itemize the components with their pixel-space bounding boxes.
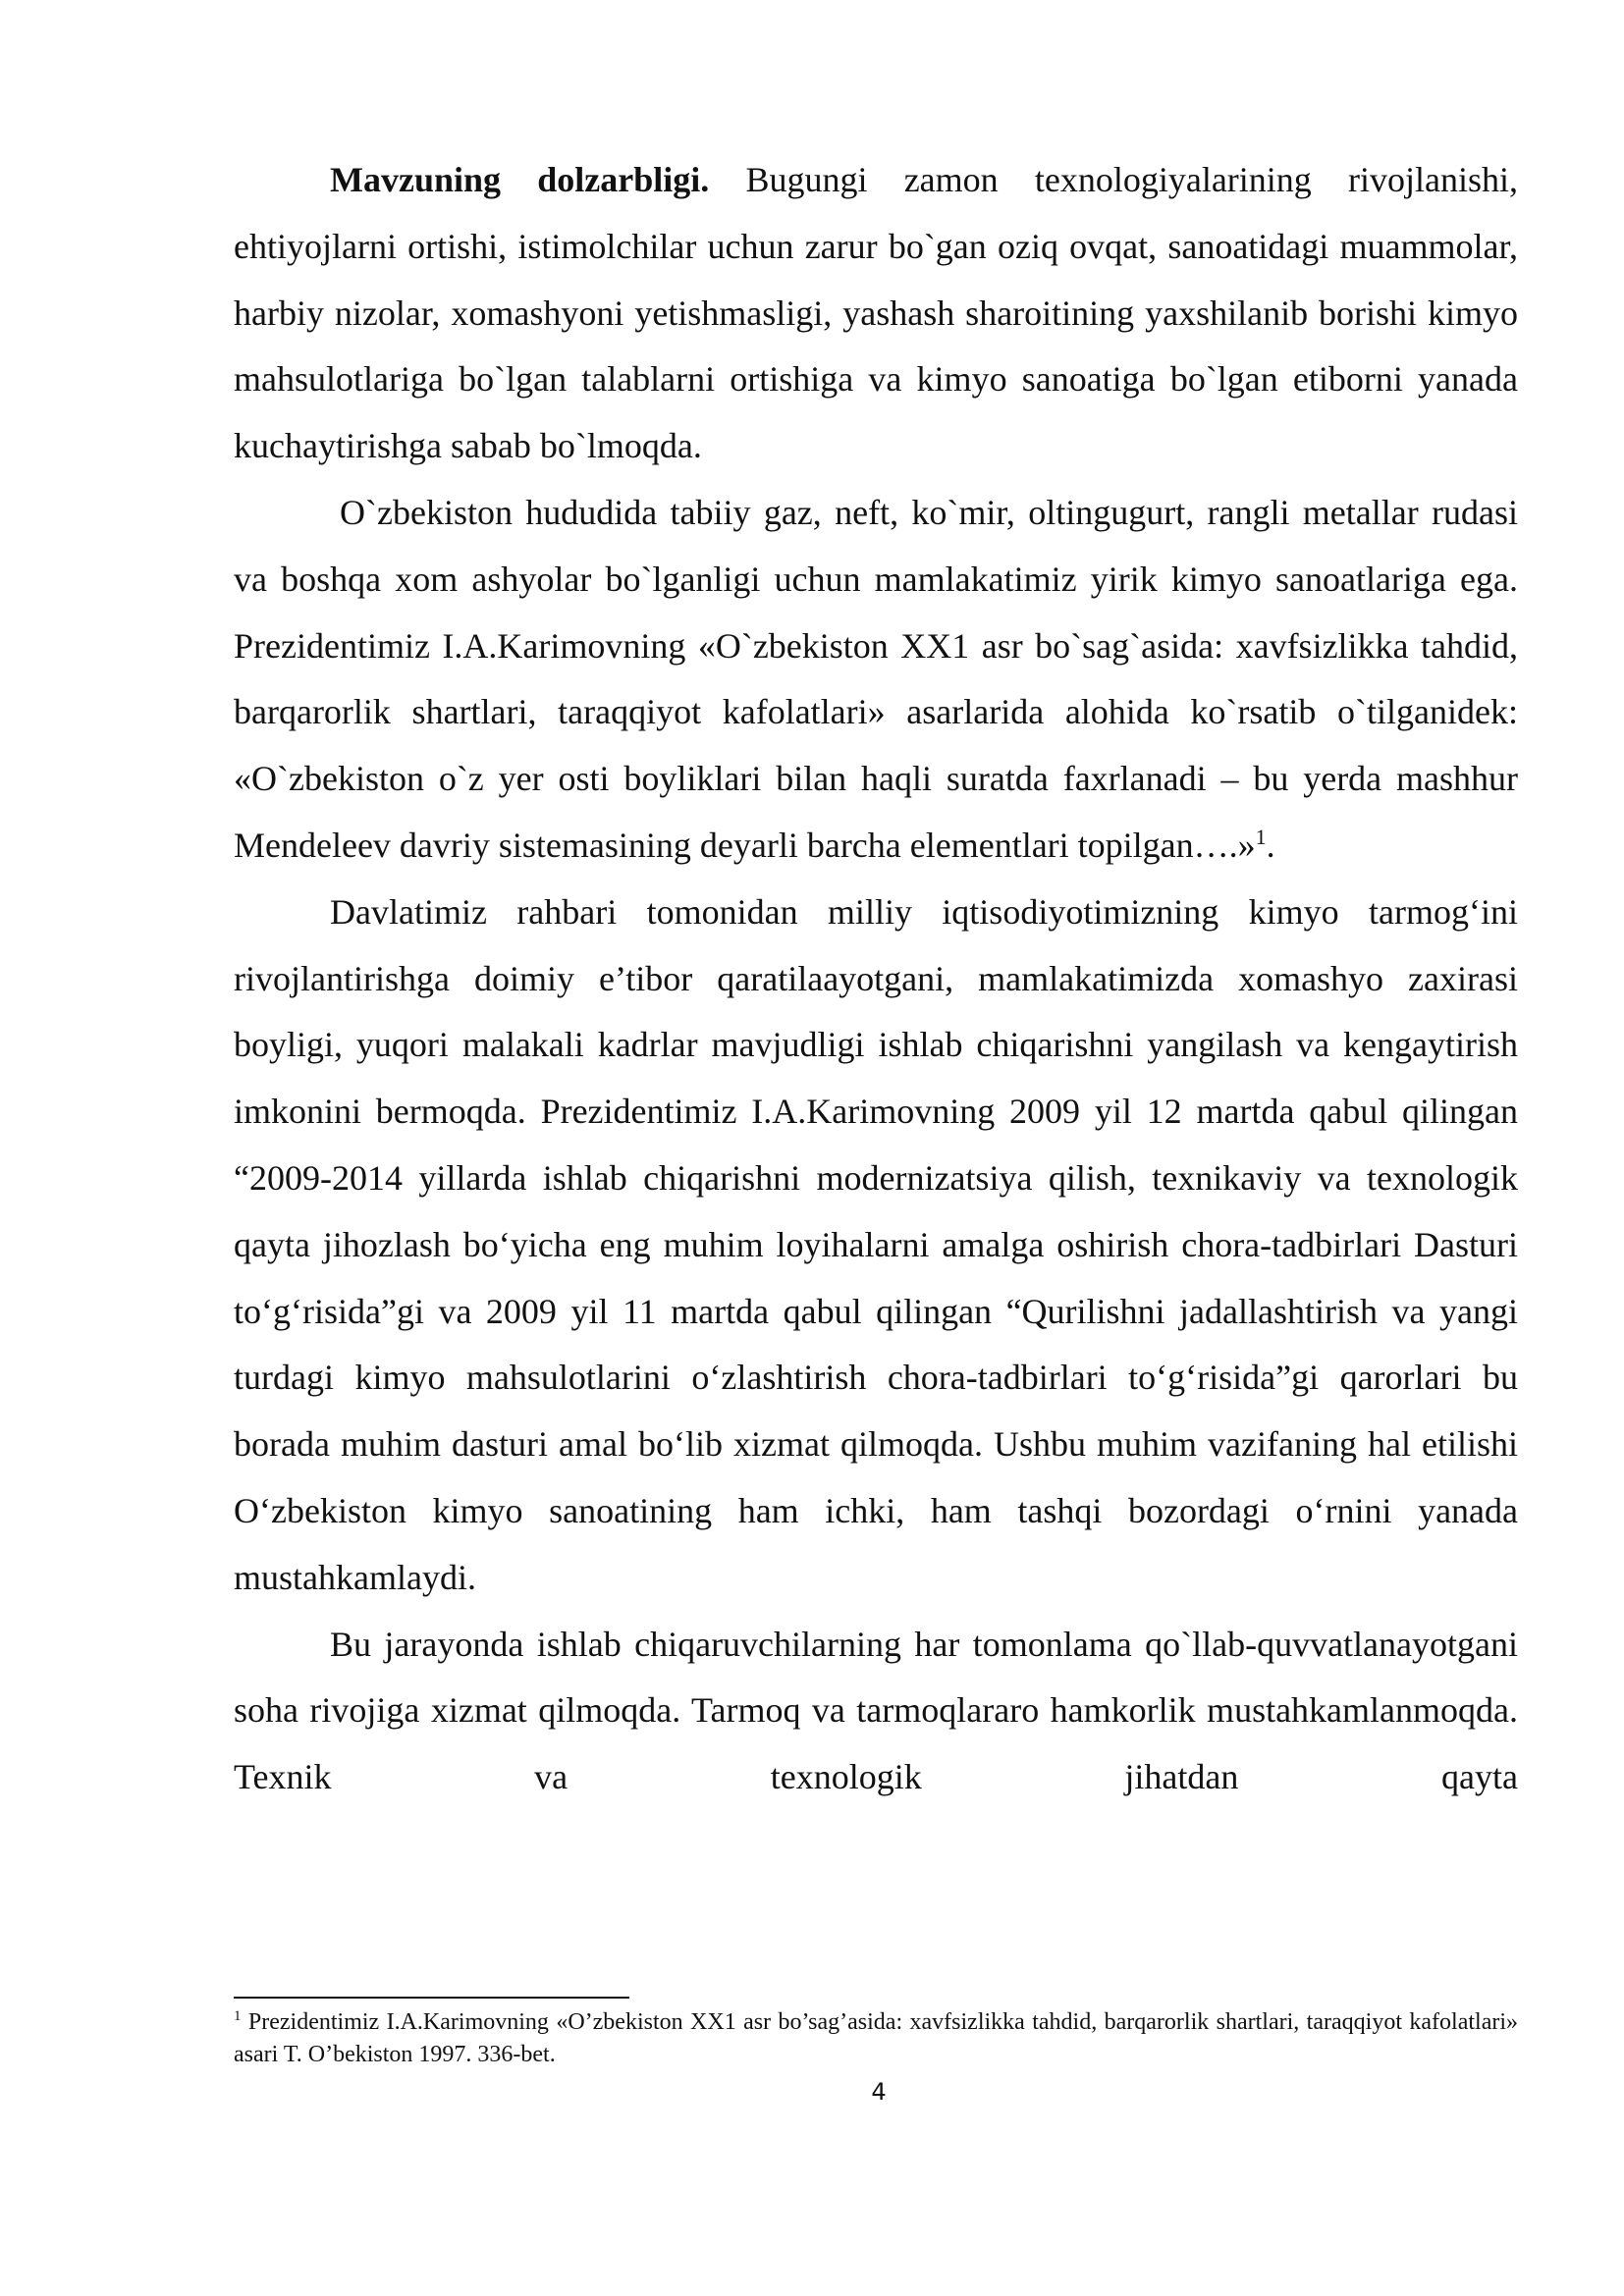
body-text — [234, 147, 1518, 1811]
paragraph-text: Davlatimiz rahbari tomonidan milliy iqtisodiyotimizning kimyo tarmog‘ini rivojlantirishga doimiy e’tibor qaratilaayotgani, mamlakatimizda xomashyo zaxirasi boyligi, yuqori malakali kadrlar mavjudligi ishlab chiqarishni yangilash va kengaytirish imkonini bermoqda. Prezidentimiz I.A.Karimovning 2009 yil 12 martda qabul qilingan “2009-2014 yillarda ishlab chiqarishni modernizatsiya qilish, texnikaviy va texnologik qayta jihozlash bo‘yicha eng muhim loyihalarni amalga oshirish chora-tadbirlari Dasturi to‘g‘risida”gi va 2009 yil 11 martda qabul qilingan “Qurilishni jadallashtirish va yangi turdagi kimyo mahsulotlarini o‘zlashtirish chora-tadbirlari to‘g‘risida”gi qarorlari bu borada muhim dasturi amal bo‘lib xizmat qilmoqda. Ushbu muhim vazifaning hal etilishi O‘zbekiston kimyo sanoatining ham ichki, ham tashqi bozordagi o‘rnini yanada mustahkamlaydi. — [234, 891, 1518, 1597]
paragraph-industry-support — [234, 1612, 1518, 1811]
paragraph-lead-heading: Mavzuning dolzarbligi. — [330, 160, 710, 199]
footnote-separator — [234, 1997, 629, 1999]
paragraph-relevance — [234, 147, 1518, 480]
footnote-reference: 1 — [1255, 824, 1267, 849]
footnote-marker: 1 — [234, 2008, 242, 2024]
paragraph-tail: . — [1266, 825, 1275, 865]
paragraph-government-policy — [234, 880, 1518, 1612]
paragraph-text: O`zbekiston hududida tabiiy gaz, neft, ko`mir, oltingugurt, rangli metallar rudasi va boshqa xom ashyolar bo`lganligi uchun mamlakatimiz yirik kimyo sanoatlariga ega. Prezidentimiz I.A.Karimovning «O`zbekiston XX1 asr bo`sag`asida: xavfsizlikka tahdid, barqarorlik shartlari, taraqqiyot kafolatlari» asarlarida alohida ko`rsatib o`tilganidek: «O`zbekiston o`z yer osti boyliklari bilan haqli suratda faxrlanadi – bu yerda mashhur Mendeleev davriy sistemasining deyarli barcha elementlari topilgan….» — [234, 492, 1518, 865]
paragraph-text: Bu jarayonda ishlab chiqaruvchilarning har tomonlama qo`llab-quvvatlanayotgani soha rivojiga xizmat qilmoqda. Tarmoq va tarmoqlararo hamkorlik mustahkamlanmoqda. Texnik va texnologik jihatdan qayta — [234, 1624, 1518, 1797]
page-number: 4 — [871, 2078, 887, 2106]
paragraph-resources — [234, 480, 1518, 880]
paragraph-text: Bugungi zamon texnologiyalarining rivojlanishi, ehtiyojlarni ortishi, istimolchilar uchun zarur bo`gan oziq ovqat, sanoatidagi muammolar, harbiy nizolar, xomashyoni yetishmasligi, yashash sharoitining yaxshilanib borishi kimyo mahsulotlariga bo`lgan talablarni ortishiga va kimyo sanoatiga bo`lgan etiborni yanada kuchaytirishga sabab bo`lmoqda. — [234, 160, 1518, 466]
footnote-text: Prezidentimiz I.A.Karimovning «O’zbekiston XX1 asr bo’sag’asida: xavfsizlikka tahdid, barqarorlik shartlari, taraqqiyot kafolatlari» asari T. O’bekiston 1997. 336-bet. — [234, 2009, 1518, 2067]
footnote — [234, 2006, 1518, 2071]
